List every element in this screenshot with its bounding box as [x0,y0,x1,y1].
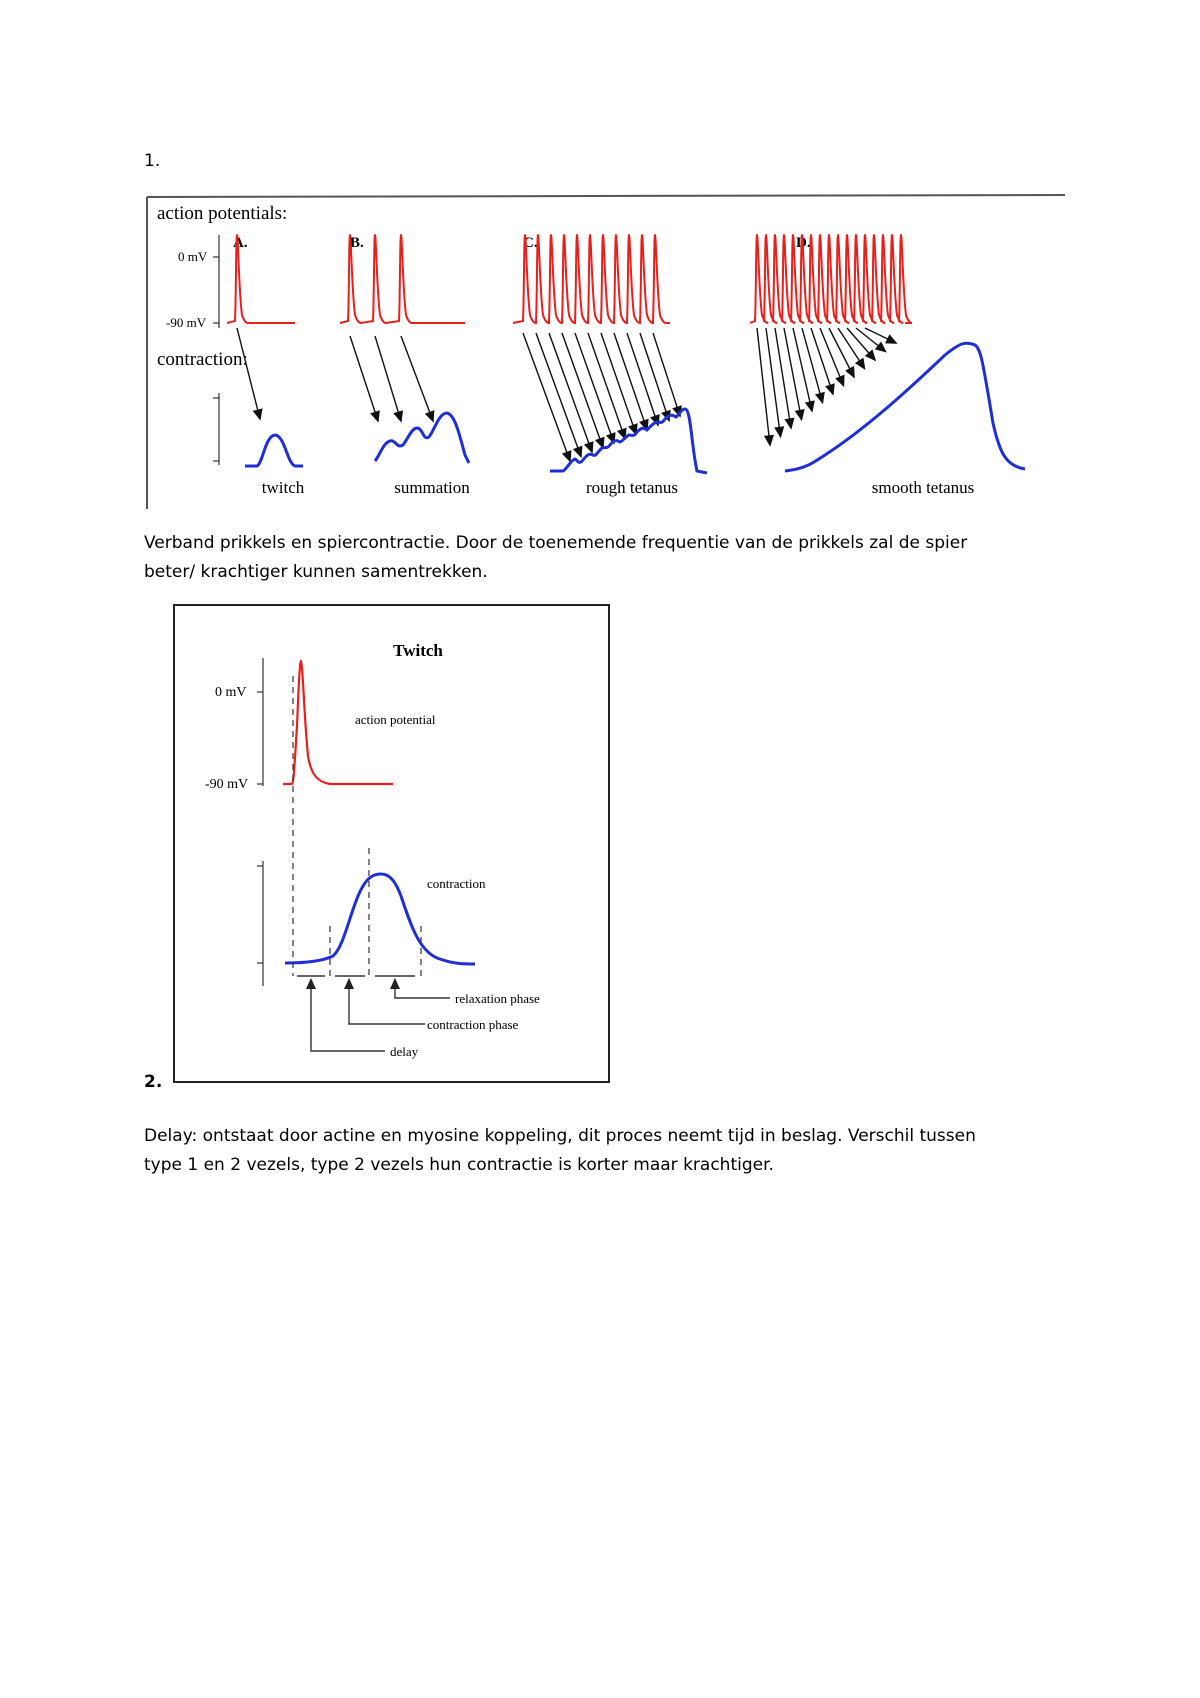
label-contraction: contraction [427,876,486,891]
label-0mv: 0 mV [178,249,208,264]
arrow-b-1 [375,336,401,421]
heading-action-potentials: action potentials: [157,203,288,224]
caption-smooth-tetanus: smooth tetanus [871,478,975,497]
paragraph-1-line-1: Verband prikkels en spiercontractie. Door de toenemende frequentie van de prikkels zal de spier [144,533,968,553]
arrow-d-4-head [806,401,814,411]
stimulus-arrows [237,328,896,461]
label-minus-90mv: -90 mV [166,315,207,330]
label-relaxation-phase: relaxation phase [455,991,540,1006]
ap-axis [213,235,219,328]
rough-tetanus-curve [550,409,707,473]
twitch-curve [245,435,303,466]
arrow-c-2-head [585,442,593,452]
paragraph-2-line-1: Delay: ontstaat door actine en myosine koppeling, dit proces neemt tijd in beslag. Verschil tussen [144,1126,976,1146]
arrow-b-1-head [395,411,403,421]
section-number-1: 1. [144,151,161,171]
panel-letter-d: D. [796,235,811,251]
arrow-d-6 [811,328,833,394]
arrow-d-7-head [836,376,843,386]
arrow-d-0-head [765,436,773,445]
arrow-d-3 [784,328,802,420]
arrow-c-3 [562,333,603,448]
label-action-potential: action potential [355,712,436,727]
arrow-a [237,328,260,419]
arrow-d-8-head [846,367,854,377]
twitch-figure [175,606,608,1081]
label-delay: delay [390,1044,419,1059]
arrow-d-1 [766,328,781,437]
caption-summation: summation [394,478,470,497]
ap-train-d [750,235,912,323]
arrow-b-0-head [371,411,379,421]
panel-letter-c: C. [523,235,538,251]
arrow-d-5 [802,328,823,403]
summation-curve [375,413,469,463]
contraction-curves [245,343,1025,473]
arrow-c-3-head [596,438,604,448]
ap-train-a [227,235,295,323]
arrow-c-8 [627,333,658,425]
arrow-d-5-head [816,393,824,403]
section-number-2: 2. [144,1072,163,1092]
twitch-figure-frame [173,604,610,1083]
caption-rough-tetanus: rough tetanus [585,478,679,497]
arrow-d-2-head [786,418,794,428]
arrow-c-10 [653,333,680,416]
arrow-a-head [254,409,262,419]
twitch-label-minus-90mv: -90 mV [205,777,249,792]
arrow-d-12-head [886,335,896,343]
twitch-contraction-axis [257,861,263,986]
caption-twitch: twitch [261,478,305,497]
paragraph-2-line-2: type 1 en 2 vezels, type 2 vezels hun contractie is korter maar krachtiger. [144,1155,774,1175]
arrow-c-0-head [563,451,571,461]
panel-letter-a: A. [233,235,248,251]
muscle-contraction-figure [145,193,1065,513]
arrow-c-7 [614,333,647,430]
arrow-d-3-head [796,410,804,420]
paragraph-1-line-2: beter/ krachtiger kunnen samentrekken. [144,562,488,582]
arrow-c-9 [640,333,669,421]
callout-arrowheads [306,978,400,989]
arrow-b-2-head [426,411,433,421]
arrow-d-1-head [775,427,783,436]
arrow-d-6-head [826,384,834,394]
arrow-d-9-head [856,359,864,369]
label-contraction-phase: contraction phase [427,1017,519,1032]
arrow-d-11-head [876,343,886,352]
arrow-b-2 [401,336,433,421]
heading-contraction: contraction: [157,349,248,370]
arrow-c-2 [549,333,592,452]
arrow-c-1-head [574,447,582,457]
arrow-c-1 [536,333,581,457]
ap-train-c [513,235,670,323]
twitch-label-0mv: 0 mV [215,685,247,700]
arrow-c-0 [523,333,570,461]
arrow-b-0 [350,336,378,421]
arrow-d-4 [793,328,812,411]
twitch-ap-axis [257,658,263,786]
twitch-title: Twitch [393,641,443,660]
panel-letter-b: B. [350,235,364,251]
figure-top-border [147,195,1065,197]
contraction-axis [213,393,219,465]
smooth-tetanus-curve [785,343,1025,471]
